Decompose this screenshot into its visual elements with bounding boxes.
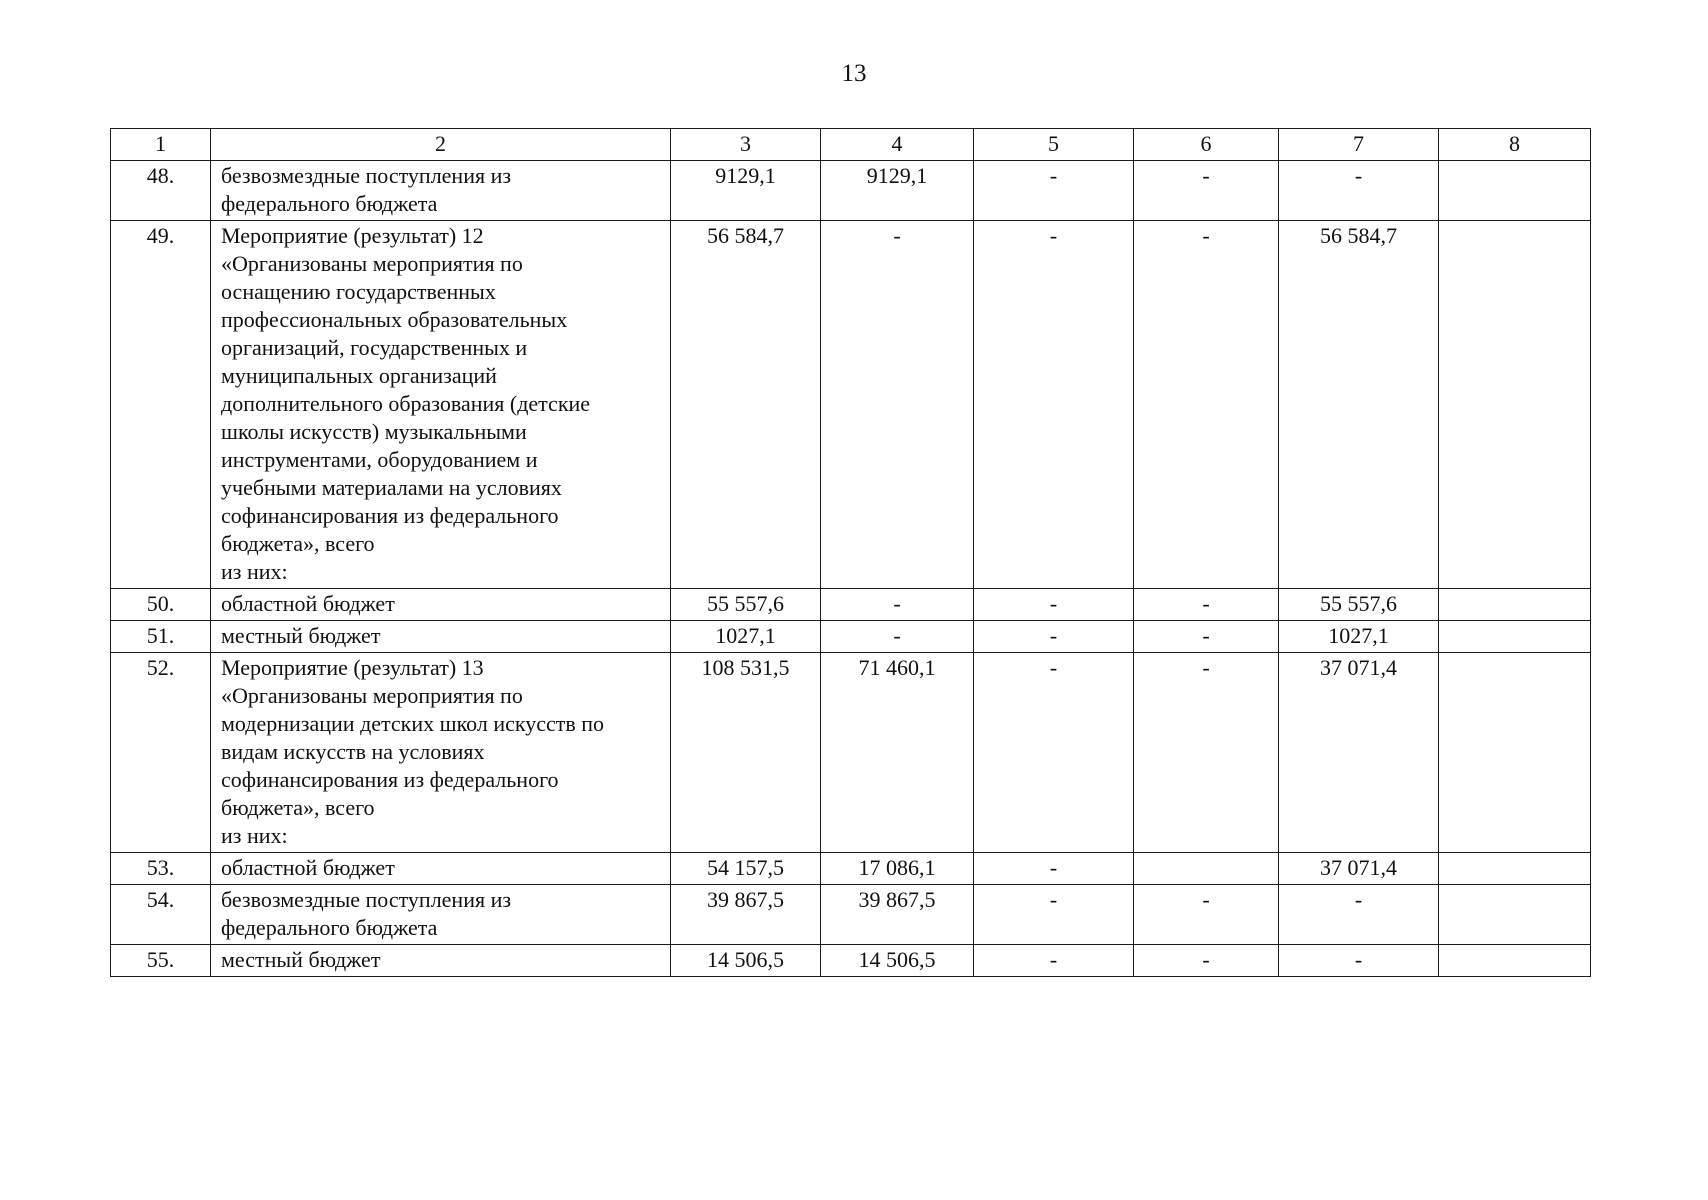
cell-col-5: - bbox=[974, 653, 1134, 853]
column-header: 7 bbox=[1279, 129, 1439, 161]
cell-col-8 bbox=[1439, 885, 1591, 945]
column-header: 3 bbox=[671, 129, 821, 161]
cell-col-4: - bbox=[821, 589, 974, 621]
column-header: 8 bbox=[1439, 129, 1591, 161]
cell-col-3: 108 531,5 bbox=[671, 653, 821, 853]
column-header: 2 bbox=[211, 129, 671, 161]
cell-col-6: - bbox=[1134, 221, 1279, 589]
cell-col-3: 56 584,7 bbox=[671, 221, 821, 589]
cell-col-5: - bbox=[974, 853, 1134, 885]
row-number: 49. bbox=[111, 221, 211, 589]
cell-col-8 bbox=[1439, 945, 1591, 977]
cell-col-5: - bbox=[974, 161, 1134, 221]
cell-col-8 bbox=[1439, 589, 1591, 621]
row-description: областной бюджет bbox=[211, 589, 671, 621]
row-number: 53. bbox=[111, 853, 211, 885]
cell-col-4: 14 506,5 bbox=[821, 945, 974, 977]
cell-col-3: 55 557,6 bbox=[671, 589, 821, 621]
cell-col-8 bbox=[1439, 221, 1591, 589]
table-header-row bbox=[111, 129, 1591, 161]
row-description: Мероприятие (результат) 13 «Организованы мероприятия по модернизации детских школ искусств по видам искусств на условиях софинансирования из федерального бюджета», всего из них: bbox=[211, 653, 671, 853]
row-description: местный бюджет bbox=[211, 945, 671, 977]
cell-col-4: 39 867,5 bbox=[821, 885, 974, 945]
column-header: 6 bbox=[1134, 129, 1279, 161]
cell-col-3: 9129,1 bbox=[671, 161, 821, 221]
table-row bbox=[111, 161, 1591, 221]
cell-col-6: - bbox=[1134, 161, 1279, 221]
budget-table bbox=[110, 128, 1591, 977]
cell-col-6: - bbox=[1134, 589, 1279, 621]
row-description: безвозмездные поступления из федерального бюджета bbox=[211, 161, 671, 221]
cell-col-7: - bbox=[1279, 885, 1439, 945]
cell-col-3: 14 506,5 bbox=[671, 945, 821, 977]
cell-col-3: 54 157,5 bbox=[671, 853, 821, 885]
cell-col-6: - bbox=[1134, 945, 1279, 977]
cell-col-6: - bbox=[1134, 653, 1279, 853]
page-number: 13 bbox=[841, 60, 867, 87]
cell-col-4: 9129,1 bbox=[821, 161, 974, 221]
cell-col-6 bbox=[1134, 853, 1279, 885]
cell-col-5: - bbox=[974, 589, 1134, 621]
cell-col-8 bbox=[1439, 653, 1591, 853]
cell-col-7: - bbox=[1279, 161, 1439, 221]
column-header: 4 bbox=[821, 129, 974, 161]
column-header: 5 bbox=[974, 129, 1134, 161]
cell-col-5: - bbox=[974, 885, 1134, 945]
cell-col-6: - bbox=[1134, 885, 1279, 945]
cell-col-7: 56 584,7 bbox=[1279, 221, 1439, 589]
column-header: 1 bbox=[111, 129, 211, 161]
cell-col-8 bbox=[1439, 853, 1591, 885]
row-number: 55. bbox=[111, 945, 211, 977]
cell-col-5: - bbox=[974, 621, 1134, 653]
table-row bbox=[111, 853, 1591, 885]
row-number: 52. bbox=[111, 653, 211, 853]
cell-col-7: - bbox=[1279, 945, 1439, 977]
row-number: 51. bbox=[111, 621, 211, 653]
cell-col-4: - bbox=[821, 621, 974, 653]
cell-col-7: 55 557,6 bbox=[1279, 589, 1439, 621]
row-description: Мероприятие (результат) 12 «Организованы мероприятия по оснащению государственных профессиональных образовательных организаций, государственных и муниципальных организаций дополнительного образования (детские школы искусств) музыкальными инструментами, оборудованием и учебными материалами на условиях софинансирования из федерального бюджета», всего из них: bbox=[211, 221, 671, 589]
cell-col-5: - bbox=[974, 945, 1134, 977]
cell-col-7: 37 071,4 bbox=[1279, 653, 1439, 853]
cell-col-8 bbox=[1439, 621, 1591, 653]
cell-col-4: 71 460,1 bbox=[821, 653, 974, 853]
table-row bbox=[111, 945, 1591, 977]
row-number: 50. bbox=[111, 589, 211, 621]
cell-col-4: 17 086,1 bbox=[821, 853, 974, 885]
row-number: 54. bbox=[111, 885, 211, 945]
row-number: 48. bbox=[111, 161, 211, 221]
cell-col-6: - bbox=[1134, 621, 1279, 653]
table-row bbox=[111, 589, 1591, 621]
cell-col-7: 1027,1 bbox=[1279, 621, 1439, 653]
table-row bbox=[111, 653, 1591, 853]
row-description: местный бюджет bbox=[211, 621, 671, 653]
cell-col-3: 39 867,5 bbox=[671, 885, 821, 945]
cell-col-7: 37 071,4 bbox=[1279, 853, 1439, 885]
cell-col-8 bbox=[1439, 161, 1591, 221]
row-description: областной бюджет bbox=[211, 853, 671, 885]
row-description: безвозмездные поступления из федерального бюджета bbox=[211, 885, 671, 945]
cell-col-5: - bbox=[974, 221, 1134, 589]
table-row bbox=[111, 621, 1591, 653]
table-row bbox=[111, 221, 1591, 589]
cell-col-4: - bbox=[821, 221, 974, 589]
cell-col-3: 1027,1 bbox=[671, 621, 821, 653]
table-row bbox=[111, 885, 1591, 945]
